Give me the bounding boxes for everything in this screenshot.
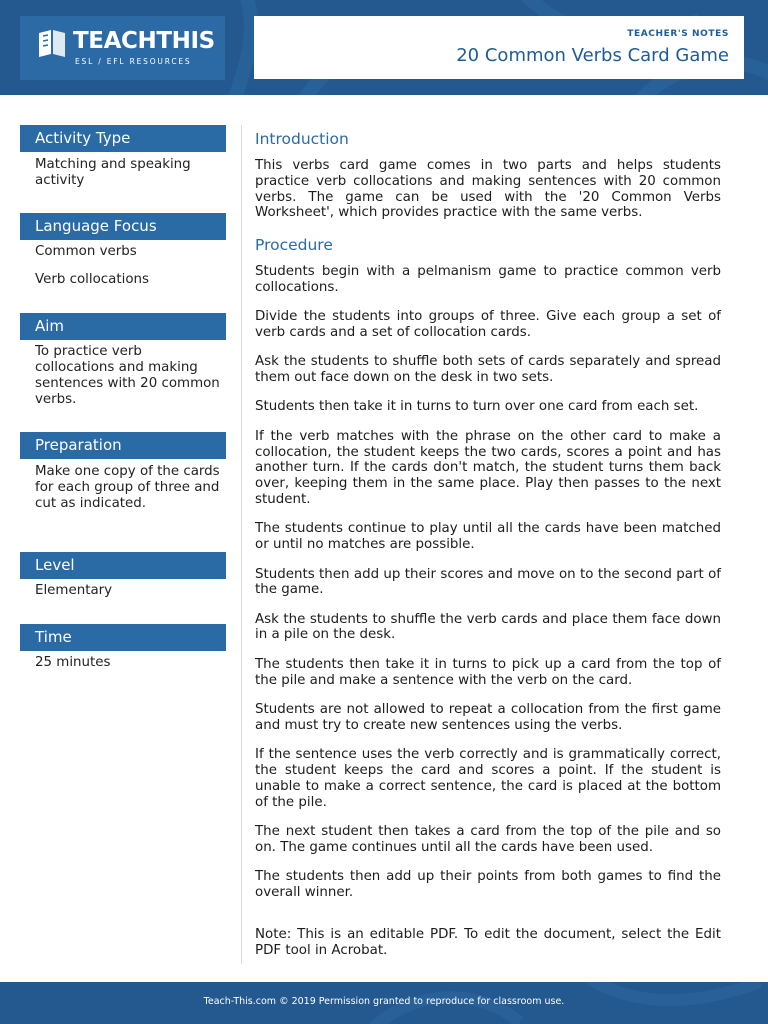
title-panel: [254, 16, 744, 79]
language-focus-item: Common verbs: [35, 244, 137, 259]
page-title: 20 Common Verbs Card Game: [456, 45, 729, 66]
level-text: Elementary: [35, 583, 113, 598]
level-heading: Level: [20, 552, 226, 579]
aim-text: To practice verb collocations and making sentences with 20 common verbs.: [35, 344, 220, 407]
procedure-step: The students then add up their points from both games to find the overall winner.: [255, 869, 721, 901]
language-focus-body: [35, 244, 220, 300]
language-focus-heading: Language Focus: [20, 213, 226, 240]
procedure-step: If the sentence uses the verb correctly and is grammatically correct, the student keeps the card and scores a point. If the student is unable to make a correct sentence, the card is placed at the bottom of the pile.: [255, 747, 721, 810]
procedure-step: The students continue to play until all the cards have been matched or until no matches are possible.: [255, 521, 721, 553]
copyright-notice: Teach-This.com © 2019 Permission granted to reproduce for classroom use.: [203, 996, 565, 1007]
page-footer: [0, 982, 768, 1024]
procedure-step: The students then take it in turns to pick up a card from the top of the pile and make a sentence with the verb on the card.: [255, 656, 721, 688]
brand-logo[interactable]: [20, 16, 225, 80]
procedure-step: Ask the students to shuffle both sets of cards separately and spread them out face down on the desk in two sets.: [255, 354, 721, 385]
procedure-step: Students then add up their scores and move on to the second part of the game.: [255, 566, 721, 598]
brand-name: TEACHTHIS: [73, 28, 215, 54]
aim-heading: Aim: [20, 313, 226, 340]
activity-type-body: [35, 157, 220, 201]
introduction-text: This verbs card game comes in two parts and helps students practice verb collocations and making sentences with 20 common verbs. The game can be used with the '20 Common Verbs Worksheet', which provides practice with the same verbs.: [255, 158, 721, 221]
activity-type-text: Matching and speaking activity: [35, 157, 191, 188]
doc-kind: TEACHER'S NOTES: [627, 29, 729, 39]
column-divider: [241, 125, 242, 964]
procedure-step: Students are not allowed to repeat a collocation from the first game and must try to create new sentences using the verbs.: [255, 702, 721, 733]
preparation-text: Make one copy of the cards for each group of three and cut as indicated.: [35, 464, 220, 511]
time-text: 25 minutes: [35, 655, 111, 670]
procedure-heading: Procedure: [255, 235, 333, 254]
procedure-step: Students then take it in turns to turn over one card from each set.: [255, 399, 699, 415]
page-header: [0, 0, 768, 95]
level-body: [35, 583, 220, 611]
main-content: [255, 129, 721, 972]
preparation-heading: Preparation: [20, 432, 226, 459]
procedure-step: Divide the students into groups of three. Give each group a set of verb cards and a set of collocation cards.: [255, 308, 721, 340]
procedure-step: If the verb matches with the phrase on the other card to make a collocation, the student keeps the two cards, scores a point and has another turn. If the cards don't match, the student turns them back over, keeping them in the same place. Play then passes to the next student.: [255, 428, 721, 507]
preparation-body: [35, 464, 220, 524]
activity-type-heading: Activity Type: [20, 125, 226, 152]
aim-body: [35, 344, 220, 420]
procedure-step: The next student then takes a card from the top of the pile and so on. The game continues until all the cards have been used.: [255, 824, 721, 855]
time-body: [35, 655, 220, 683]
time-heading: Time: [20, 624, 226, 651]
language-focus-item: Verb collocations: [35, 272, 150, 287]
procedure-step: Students begin with a pelmanism game to practice common verb collocations.: [255, 263, 721, 295]
procedure-step: Ask the students to shuffle the verb cards and place them face down in a pile on the desk.: [255, 611, 721, 643]
introduction-heading: Introduction: [255, 130, 349, 148]
brand-tagline: ESL / EFL RESOURCES: [75, 57, 192, 66]
editable-pdf-note: Note: This is an editable PDF. To edit the document, select the Edit PDF tool in Acrobat.: [255, 926, 721, 958]
book-icon: [36, 27, 70, 61]
